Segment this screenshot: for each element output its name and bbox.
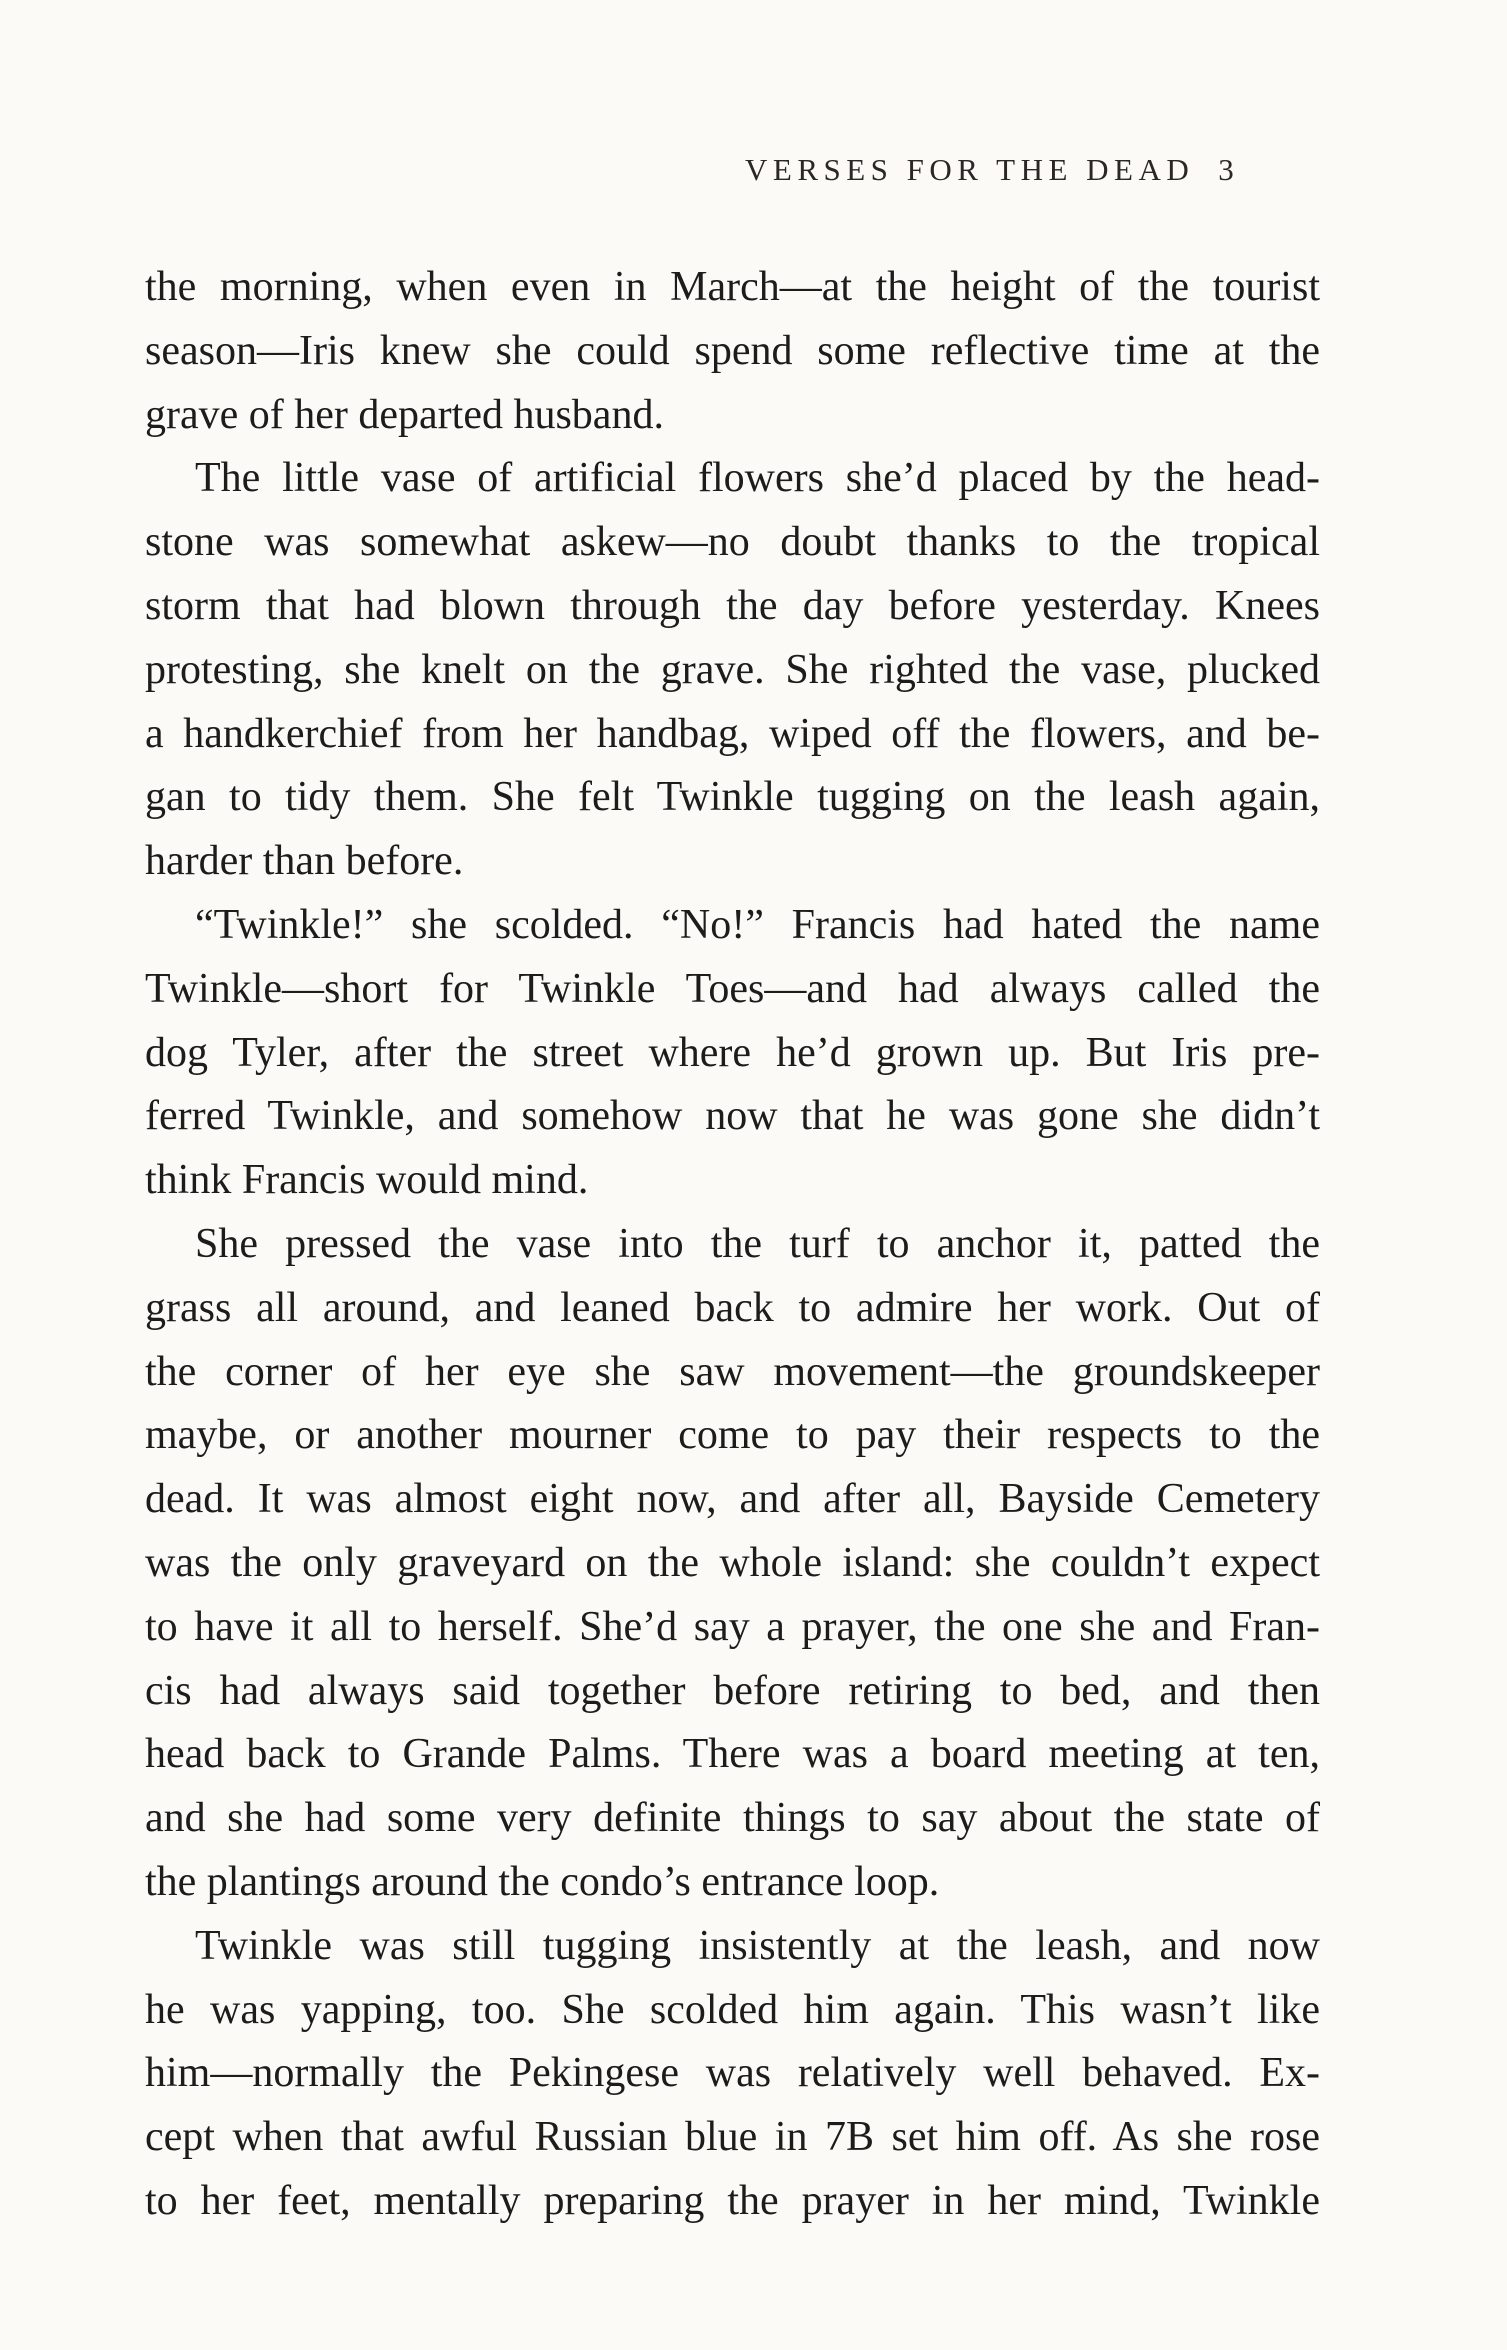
running-title: VERSES FOR THE DEAD (745, 152, 1195, 187)
text-line: maybe, or another mourner come to pay their respects to the (145, 1412, 1320, 1459)
text-line: head back to Grande Palms. There was a board meeting at ten, (145, 1731, 1320, 1778)
text-line: to have it all to herself. She’d say a prayer, the one she and Fran- (145, 1603, 1320, 1650)
text-line: protesting, she knelt on the grave. She righted the vase, plucked (145, 646, 1320, 693)
text-line: he was yapping, too. She scolded him again. This wasn’t like (145, 1986, 1320, 2033)
text-line: dead. It was almost eight now, and after all, Bayside Cemetery (145, 1476, 1320, 1523)
text-line: stone was somewhat askew—no doubt thanks to the tropical (145, 519, 1320, 566)
running-head (745, 154, 1234, 185)
text-line: “Twinkle!” she scolded. “No!” Francis had hated the name (195, 901, 1320, 948)
text-line: to her feet, mentally preparing the prayer in her mind, Twinkle (145, 2177, 1320, 2224)
text-line: think Francis would mind. (145, 1157, 589, 1204)
text-line: and she had some very definite things to say about the state of (145, 1795, 1320, 1842)
text-line: gan to tidy them. She felt Twinkle tugging on the leash again, (145, 774, 1320, 821)
text-line: She pressed the vase into the turf to anchor it, patted the (195, 1220, 1320, 1267)
text-line: grave of her departed husband. (145, 391, 664, 438)
text-line: dog Tyler, after the street where he’d grown up. But Iris pre- (145, 1029, 1320, 1076)
text-line: harder than before. (145, 838, 464, 885)
text-line: the morning, when even in March—at the height of the tourist (145, 264, 1320, 310)
page-number: 3 (1218, 152, 1234, 187)
body-text (145, 256, 1320, 2234)
text-line: was the only graveyard on the whole island: she couldn’t expect (145, 1539, 1320, 1586)
text-line: a handkerchief from her handbag, wiped off the flowers, and be- (145, 710, 1320, 757)
text-line: him—normally the Pekingese was relatively well behaved. Ex- (145, 2050, 1320, 2097)
text-line: the corner of her eye she saw movement—the groundskeeper (145, 1348, 1320, 1395)
text-line: Twinkle was still tugging insistently at the leash, and now (195, 1922, 1320, 1969)
text-line: storm that had blown through the day before yesterday. Knees (145, 582, 1320, 629)
text-line: grass all around, and leaned back to admire her work. Out of (145, 1284, 1320, 1331)
text-line: the plantings around the condo’s entrance loop. (145, 1858, 940, 1905)
text-line: cept when that awful Russian blue in 7B set him off. As she rose (145, 2114, 1320, 2161)
text-line: The little vase of artificial flowers she’d placed by the head- (195, 455, 1320, 502)
text-line: Twinkle—short for Twinkle Toes—and had always called the (145, 965, 1320, 1012)
text-line: ferred Twinkle, and somehow now that he was gone she didn’t (145, 1093, 1320, 1140)
text-line: season—Iris knew she could spend some reflective time at the (145, 327, 1320, 374)
text-line: cis had always said together before retiring to bed, and then (145, 1667, 1320, 1714)
